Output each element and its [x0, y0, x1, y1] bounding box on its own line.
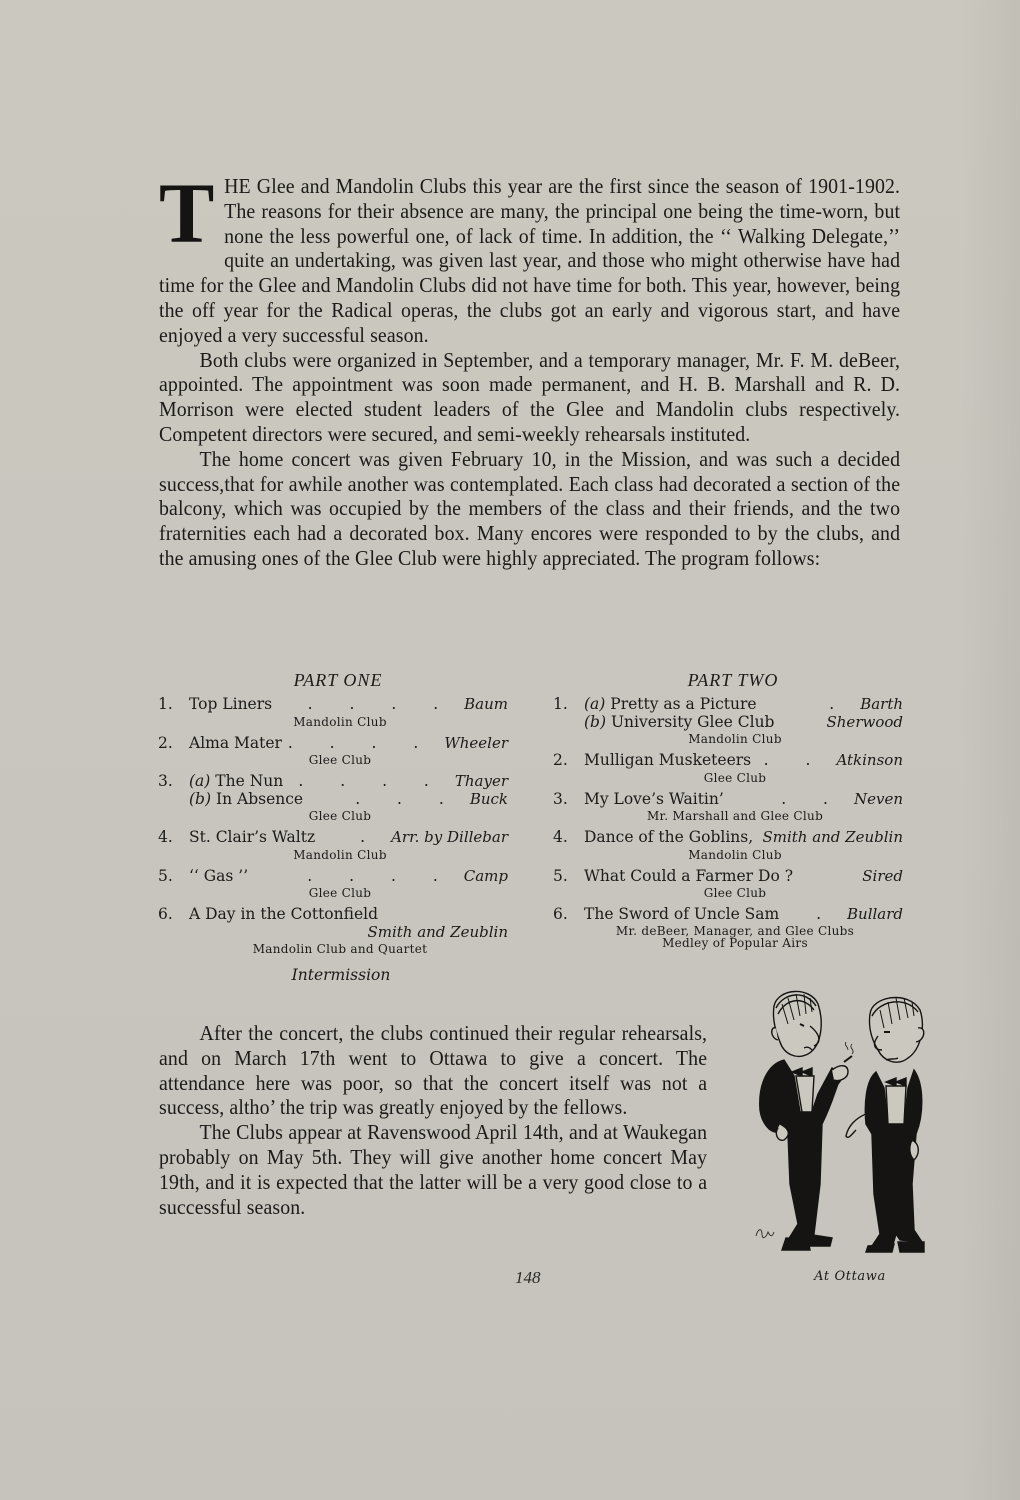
paragraph-ottawa: After the concert, the clubs continued their regular rehearsals, and on March 17th went to Ottawa to give a concert. The attendance here was poor, so that the concert itself was not a success, altho’ the trip was greatly enjoyed by the fellows.: [159, 1023, 708, 1120]
item-performer: Glee Club: [703, 770, 767, 785]
program-item: [553, 752, 903, 785]
leader-dots: . . . .: [307, 867, 454, 885]
drop-cap: T: [159, 165, 215, 261]
item-number: 3.: [158, 772, 173, 790]
closing-paragraphs: [159, 1022, 707, 1220]
item-number: 2.: [158, 733, 173, 752]
program-item: [553, 696, 903, 746]
item-performer: Mr. deBeer, Manager, and Glee Clubs: [615, 923, 855, 938]
leader-dots: .: [829, 696, 851, 713]
item-performer: Glee Club: [703, 886, 767, 900]
item-composer: Smith and Zeublin: [762, 828, 903, 846]
cartoon-illustration: [748, 984, 928, 1264]
item-number: 1.: [158, 695, 173, 713]
item-title: Dance of the Goblins,: [584, 828, 754, 846]
leader-dots: . .: [763, 752, 827, 769]
item-title: Alma Mater: [189, 733, 282, 752]
item-title: In Absence: [215, 789, 304, 808]
item-title: Mulligan Musketeers: [584, 751, 752, 769]
left-figure: [760, 991, 853, 1250]
item-performer: Glee Club: [308, 809, 372, 823]
program-item: [158, 906, 508, 956]
intermission: Intermission: [291, 965, 391, 984]
leader-dots: . . . .: [287, 734, 435, 752]
item-performer: Mandolin Club: [688, 732, 782, 746]
program-item: [553, 829, 903, 862]
item-number: 6.: [158, 905, 173, 923]
item-title: The Sword of Uncle Sam: [584, 905, 780, 923]
part-one-title: PART ONE: [293, 670, 383, 690]
program-item: [158, 829, 508, 862]
right-figure: [846, 998, 924, 1252]
item-number: 3.: [553, 789, 568, 808]
item-performer: Glee Club: [308, 886, 372, 900]
sub-letter: (a): [189, 772, 211, 790]
program-item: [553, 868, 903, 901]
item-performer: Mandolin Club: [688, 847, 782, 862]
intro-paragraph: [159, 165, 901, 572]
leader-dots: . .: [781, 790, 844, 808]
program-item: [553, 906, 903, 949]
item-composer: Buck: [469, 789, 509, 808]
program-item: [158, 773, 508, 823]
item-composer: Camp: [463, 866, 509, 885]
item-composer: Neven: [853, 789, 903, 808]
leader-dots: . . . .: [307, 696, 455, 713]
item-composer: Sired: [862, 866, 903, 885]
item-composer: Sherwood: [826, 712, 903, 731]
sub-letter: (a): [584, 695, 606, 713]
item-title: ‘‘ Gas ’’: [189, 866, 249, 885]
item-title: A Day in the Cottonfield: [189, 905, 379, 923]
item-number: 2.: [553, 751, 568, 769]
leader-dots: .: [816, 906, 838, 923]
item-title: Pretty as a Picture: [610, 695, 757, 713]
item-number: 4.: [553, 828, 568, 846]
item-composer: Smith and Zeublin: [367, 922, 508, 941]
sub-letter: (b): [584, 712, 607, 731]
item-number: 4.: [158, 828, 173, 846]
item-performer: Mandolin Club: [293, 714, 387, 729]
item-number: 5.: [553, 866, 568, 885]
intro-text: HE Glee and Mandolin Clubs this year are the first since the season of 1901-1902. The reasons for their absence are many, the principal one being the time-worn, but none the less powerful one, of lack of time. In addition, the ‘‘ Walking Delegate,’’ quite an undertaking, was given last year, and those who might otherwise have had time for the Glee and Mandolin Clubs did not have time for both. This year, however, being the off year for the Radical operas, the clubs got an early and vigorous start, and have enjoyed a very successful season.: [159, 176, 901, 347]
item-title: University Glee Club: [610, 712, 775, 731]
paragraph-upcoming: The Clubs appear at Ravenswood April 14th, and at Waukegan probably on May 5th. They will give another home concert May 19th, and it is expected that the latter will be a very good close to a successful season.: [159, 1122, 708, 1219]
sub-letter: (b): [189, 789, 212, 808]
item-number: 1.: [553, 695, 568, 713]
item-title: The Nun: [215, 772, 284, 790]
leader-dots: . . . .: [298, 773, 445, 790]
artist-signature: [756, 1230, 774, 1238]
part-two-title: PART TWO: [687, 670, 779, 690]
leader-dots: . . .: [355, 790, 460, 808]
program-item: [158, 868, 508, 901]
item-performer: Mandolin Club and Quartet: [252, 941, 428, 956]
item-title: Top Liners: [189, 695, 273, 713]
paragraph-organization: Both clubs were organized in September, and a temporary manager, Mr. F. M. deBeer, appointed. The appointment was soon made permanent, and H. B. Marshall and R. D. Morrison were elected student leaders of the Glee and Mandolin clubs respectively. Competent directors were secured, and semi-weekly rehearsals instituted.: [159, 349, 901, 446]
program-part-one: [158, 670, 508, 984]
page-number: 148: [515, 1268, 541, 1287]
item-composer: Barth: [860, 695, 904, 713]
item-number: 6.: [553, 905, 568, 923]
item-composer: Atkinson: [836, 751, 903, 769]
program-item: [158, 696, 508, 729]
item-composer: Arr. by Dillebar: [391, 828, 509, 846]
item-title: What Could a Farmer Do ?: [584, 866, 794, 885]
item-composer: Baum: [464, 695, 509, 713]
item-title: St. Clair’s Waltz: [189, 828, 316, 846]
item-number: 5.: [158, 866, 173, 885]
item-composer: Wheeler: [444, 733, 509, 752]
leader-dots: .: [360, 829, 382, 846]
item-composer: Bullard: [847, 905, 904, 923]
program-item: [553, 791, 903, 824]
program-part-two: [553, 670, 903, 955]
illustration-caption: At Ottawa: [814, 1269, 886, 1284]
program-item: [158, 735, 508, 768]
item-composer: Thayer: [454, 772, 508, 790]
item-title: My Love’s Waitin’: [584, 789, 724, 808]
item-performer: Mr. Marshall and Glee Club: [646, 809, 824, 823]
item-performer: Glee Club: [308, 753, 372, 767]
item-performer-note: Medley of Popular Airs: [662, 935, 808, 950]
item-performer: Mandolin Club: [293, 847, 387, 862]
paragraph-home-concert: The home concert was given February 10, in the Mission, and was such a decided success,that for awhile another was contemplated. Each class had decorated a section of the balcony, which was occupied by the members of the class and their friends, and the two fraternities each had a decorated box. Many encores were responded to by the clubs, and the amusing ones of the Glee Club were highly appreciated. The program follows:: [159, 448, 901, 570]
